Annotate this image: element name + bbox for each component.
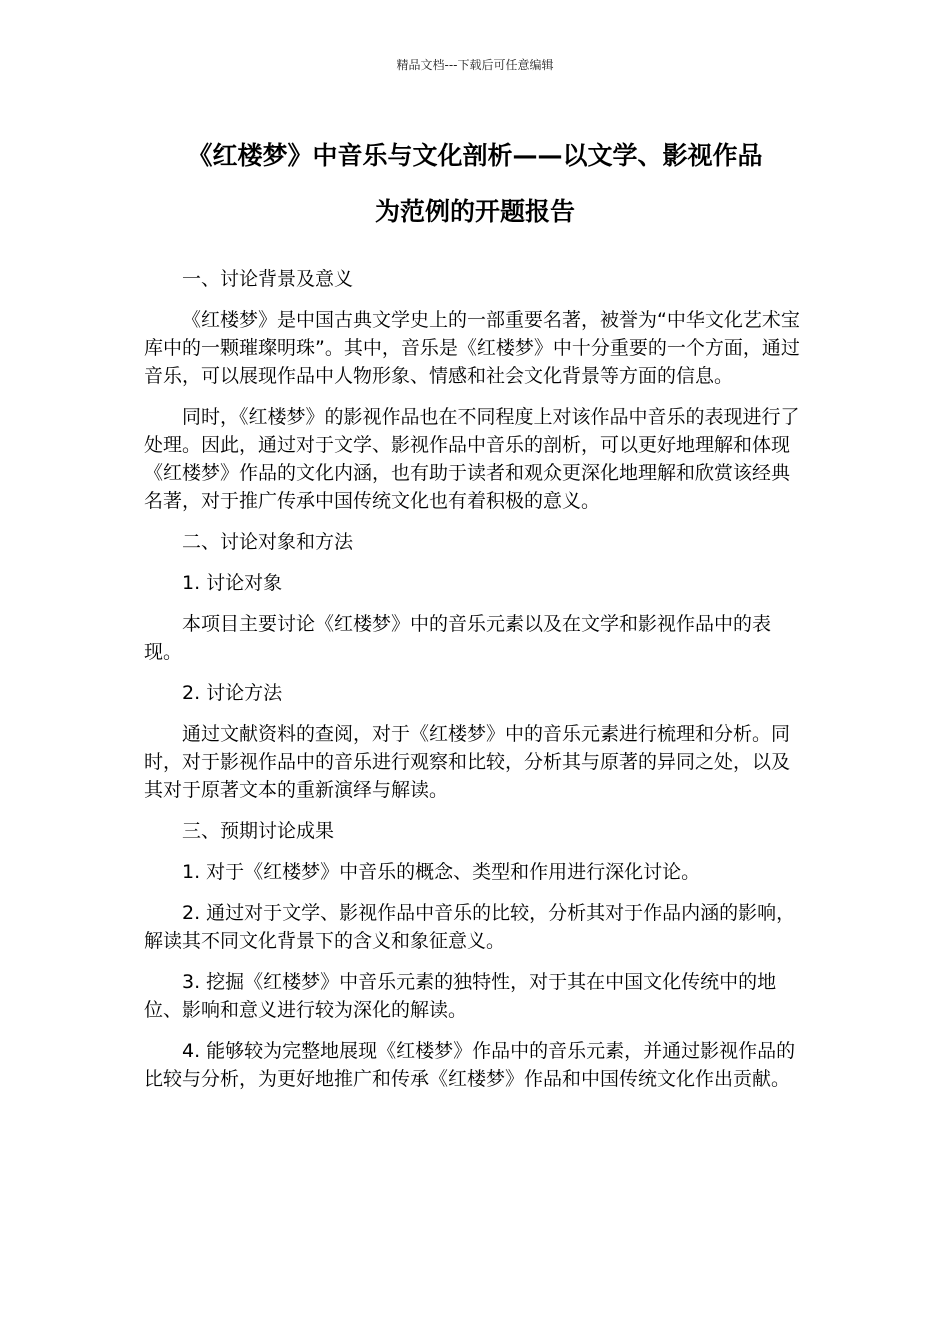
page-header-watermark: 精品文档---下载后可任意编辑: [396, 58, 554, 72]
paragraph-background-film: 同时，《红楼梦》的影视作品也在不同程度上对该作品中音乐的表现进行了处理。因此，通过对于文学、影视作品中音乐的剖析，可以更好地理解和体现《红楼梦》作品的文化内涵，也有助于读者和观众更深化地理解和欣赏该经典名著，对于推广传承中国传统文化也有着积极的意义。: [144, 406, 800, 512]
paragraph-research-method: 通过文献资料的查阅，对于《红楼梦》中的音乐元素进行梳理和分析。同时，对于影视作品中的音乐进行观察和比较，分析其与原著的异同之处，以及其对于原著文本的重新演绎与解读。: [144, 723, 791, 801]
section-heading-background: 一、讨论背景及意义: [182, 268, 354, 290]
document-title: [120, 128, 830, 240]
document-title-line-2: 为范例的开题报告: [374, 197, 575, 226]
section-heading-objects-methods: 二、讨论对象和方法: [182, 531, 354, 553]
list-item-result-4: 4. 能够较为完整地展现《红楼梦》作品中的音乐元素，并通过影视作品的比较与分析，为更好地推广和传承《红楼梦》作品和中国传统文化作出贡献。: [144, 1040, 796, 1090]
document-body: [144, 265, 806, 1106]
section-heading-expected-results: 三、预期讨论成果: [182, 820, 335, 842]
subheading-research-method: 2. 讨论方法: [182, 682, 283, 704]
paragraph-research-object: 本项目主要讨论《红楼梦》中的音乐元素以及在文学和影视作品中的表现。: [144, 613, 772, 663]
list-item-result-3: 3. 挖掘《红楼梦》中音乐元素的独特性，对于其在中国文化传统中的地位、影响和意义进行较为深化的解读。: [144, 971, 777, 1021]
document-title-line-1: 《红楼梦》中音乐与文化剖析——以文学、影视作品: [187, 141, 763, 170]
paragraph-background-intro: 《红楼梦》是中国古典文学史上的一部重要名著，被誉为“中华文化艺术宝库中的一颗璀璨明珠”。其中，音乐是《红楼梦》中十分重要的一个方面，通过音乐，可以展现作品中人物形象、情感和社会文化背景等方面的信息。: [144, 309, 800, 387]
list-item-result-2: 2. 通过对于文学、影视作品中音乐的比较，分析其对于作品内涵的影响，解读其不同文化背景下的含义和象征意义。: [144, 902, 796, 952]
list-item-result-1: 1. 对于《红楼梦》中音乐的概念、类型和作用进行深化讨论。: [182, 861, 701, 883]
subheading-research-object: 1. 讨论对象: [182, 572, 283, 594]
